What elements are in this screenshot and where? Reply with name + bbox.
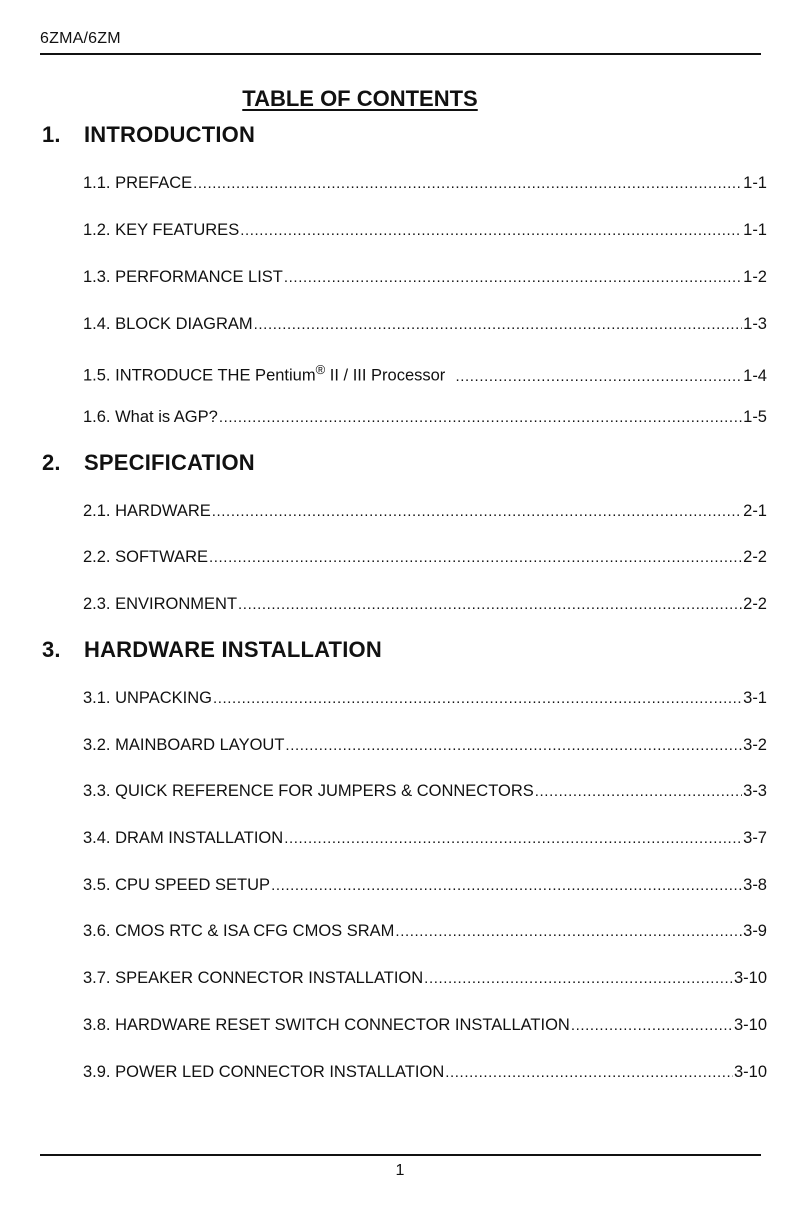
toc-entry-page: 3-2 [743, 736, 767, 754]
toc-entry-title: 1.4. BLOCK DIAGRAM [83, 315, 253, 333]
toc-entry-page: 3-10 [733, 969, 767, 987]
leader-dots [284, 268, 742, 287]
toc-entry-title: 1.6. What is AGP? [83, 408, 218, 426]
toc-entry-title: 3.2. MAINBOARD LAYOUT [83, 736, 285, 754]
toc-entry-cpu-speed-setup[interactable] [83, 876, 767, 895]
toc-entry-performance-list[interactable] [83, 268, 767, 287]
leader-dots [571, 1016, 733, 1035]
toc-entry-page: 2-2 [743, 595, 767, 613]
header-rule [40, 53, 761, 55]
toc-entry-page: 1-5 [743, 408, 767, 426]
toc-entry-page: 3-10 [733, 1063, 767, 1081]
section-number: 2. [42, 450, 61, 475]
toc-entry-page: 1-1 [743, 221, 767, 239]
toc-entry-title: 3.1. UNPACKING [83, 689, 212, 707]
leader-dots [535, 782, 742, 801]
leader-dots [271, 876, 742, 895]
toc-entry-page: 3-8 [743, 876, 767, 894]
section-number: 1. [42, 122, 61, 147]
toc-entry-title: 3.7. SPEAKER CONNECTOR INSTALLATION [83, 969, 424, 987]
toc-entry-title: 3.8. HARDWARE RESET SWITCH CONNECTOR INSTALLATION [83, 1016, 570, 1034]
registered-mark: ® [315, 362, 326, 377]
toc-entry-title: 1.1. PREFACE [83, 174, 193, 192]
footer-rule [40, 1154, 761, 1156]
toc-entry-page: 1-3 [743, 315, 767, 333]
section-heading-introduction [42, 122, 255, 148]
leader-dots [285, 736, 742, 755]
toc-entry-what-is-agp[interactable] [83, 408, 767, 427]
leader-dots [212, 502, 742, 521]
toc-entry-quick-reference[interactable] [83, 782, 767, 801]
section-title: SPECIFICATION [84, 450, 255, 475]
toc-entry-reset-switch-connector[interactable] [83, 1016, 767, 1035]
toc-entry-cmos-rtc[interactable] [83, 922, 767, 941]
toc-entry-dram-installation[interactable] [83, 829, 767, 848]
toc-entry-preface[interactable] [83, 174, 767, 193]
toc-entry-page: 3-3 [743, 782, 767, 800]
toc-entry-title: 1.3. PERFORMANCE LIST [83, 268, 283, 286]
leader-dots [424, 969, 733, 988]
toc-entry-title: 3.6. CMOS RTC & ISA CFG CMOS SRAM [83, 922, 395, 940]
leader-dots [193, 174, 742, 193]
toc-entry-page: 1-1 [743, 174, 767, 192]
header-model: 6ZMA/6ZM [40, 30, 121, 47]
toc-entry-unpacking[interactable] [83, 689, 767, 708]
toc-entry-title: 3.3. QUICK REFERENCE FOR JUMPERS & CONNECTORS [83, 782, 534, 800]
section-number: 3. [42, 637, 61, 662]
leader-dots [240, 221, 742, 240]
toc-entry-title: 3.4. DRAM INSTALLATION [83, 829, 284, 847]
toc-entry-title: 2.1. HARDWARE [83, 502, 211, 520]
toc-entry-page: 3-7 [743, 829, 767, 847]
document-title: TABLE OF CONTENTS [242, 86, 478, 111]
toc-title-prefix: 1.5. INTRODUCE THE Pentium [83, 366, 316, 385]
toc-entry-pentium-processor[interactable] [83, 362, 767, 386]
leader-dots [254, 315, 743, 334]
section-title: HARDWARE INSTALLATION [84, 637, 382, 662]
toc-entry-title: 2.2. SOFTWARE [83, 548, 208, 566]
toc-entry-software[interactable] [83, 548, 767, 567]
leader-dots [219, 408, 742, 427]
toc-entry-speaker-connector[interactable] [83, 969, 767, 988]
toc-entry-page: 3-10 [733, 1016, 767, 1034]
section-title: INTRODUCTION [84, 122, 256, 147]
leader-dots [238, 595, 742, 614]
leader-dots [209, 548, 742, 567]
toc-entry-page: 1-2 [743, 268, 767, 286]
leader-dots [455, 367, 742, 386]
leader-dots [284, 829, 742, 848]
leader-dots [395, 922, 742, 941]
toc-entry-key-features[interactable] [83, 221, 767, 240]
toc-entry-hardware[interactable] [83, 502, 767, 521]
toc-entry-mainboard-layout[interactable] [83, 736, 767, 755]
toc-title-suffix: II / III Processor [325, 366, 455, 385]
toc-entry-power-led-connector[interactable] [83, 1063, 767, 1082]
toc-entry-page: 2-2 [743, 548, 767, 566]
leader-dots [213, 689, 742, 708]
toc-entry-title: 1.2. KEY FEATURES [83, 221, 240, 239]
section-heading-specification [42, 450, 255, 476]
toc-entry-title: 3.9. POWER LED CONNECTOR INSTALLATION [83, 1063, 445, 1081]
leader-dots [445, 1063, 733, 1082]
toc-entry-page: 2-1 [743, 502, 767, 520]
section-heading-hardware-installation [42, 637, 382, 663]
toc-entry-title: 3.5. CPU SPEED SETUP [83, 876, 271, 894]
toc-entry-page: 1-4 [743, 366, 767, 385]
toc-entry-environment[interactable] [83, 595, 767, 614]
page-number: 1 [395, 1162, 405, 1179]
toc-entry-title [83, 362, 454, 386]
toc-entry-page: 3-9 [743, 922, 767, 940]
toc-entry-title: 2.3. ENVIRONMENT [83, 595, 238, 613]
toc-entry-page: 3-1 [743, 689, 767, 707]
toc-entry-block-diagram[interactable] [83, 315, 767, 334]
